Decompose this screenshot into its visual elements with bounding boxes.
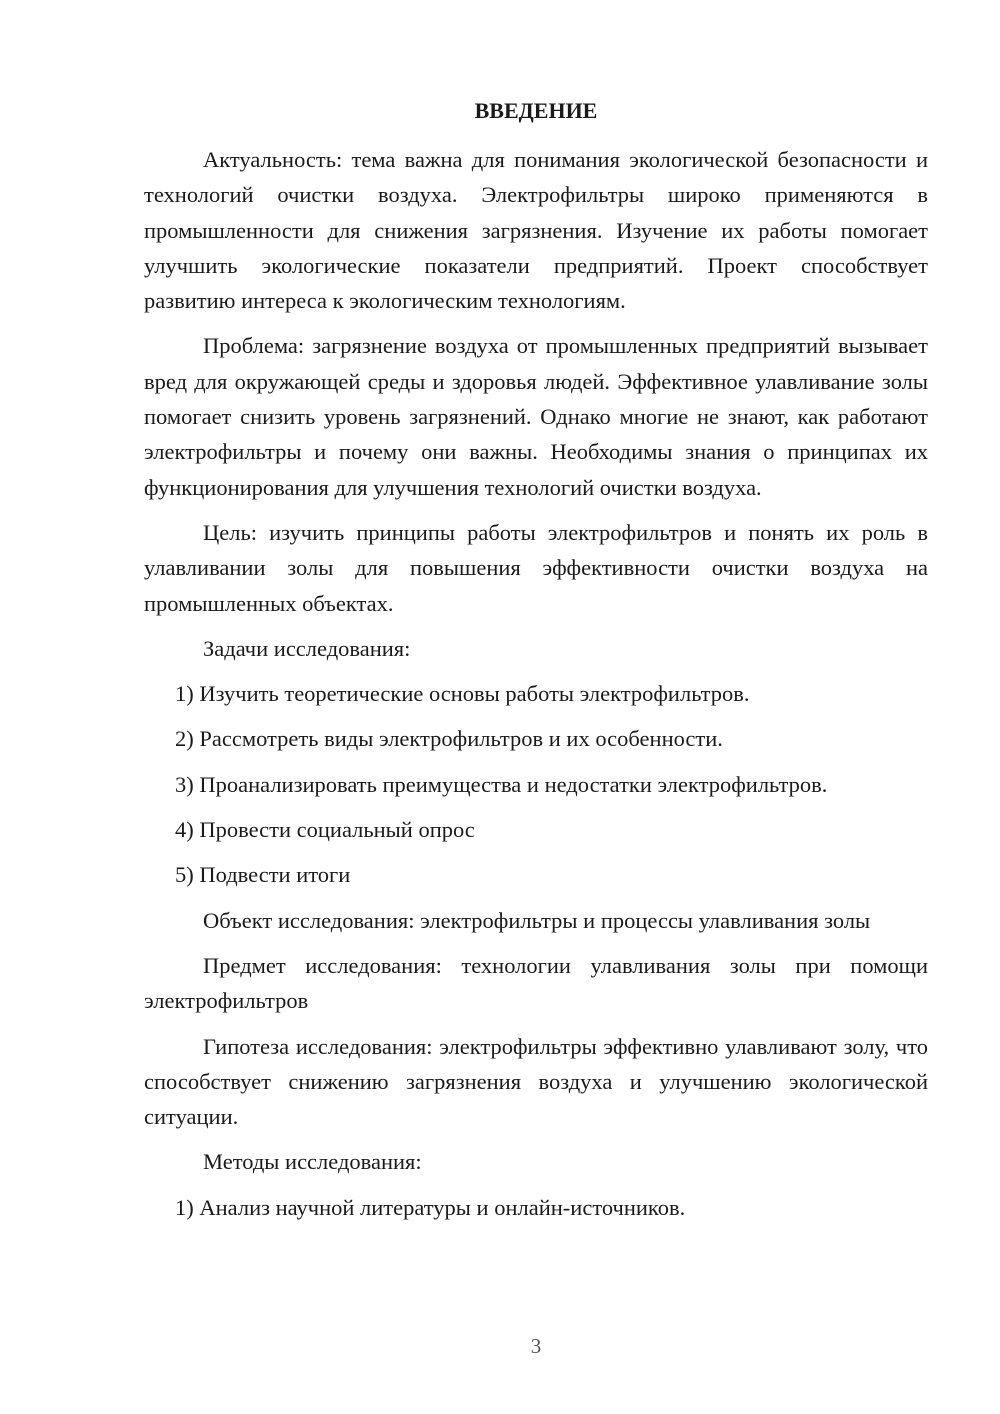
methods-heading: Методы исследования:	[203, 1149, 422, 1175]
paragraph-relevance: Актуальность: тема важна для понимания экологической безопасности и технологий очистки воздуха. Электрофильтры широко применяются в промышленности для снижения загрязнения. Изучение их работы помогает улучшить экологические показатели предприятий. Проект способствует развитию интереса к экологическим технологиям.	[144, 147, 928, 314]
task-item-3: 3) Проанализировать преимущества и недостатки электрофильтров.	[175, 771, 828, 797]
page-number: 3	[530, 1334, 542, 1358]
paragraph-object: Объект исследования: электрофильтры и процессы улавливания золы	[203, 907, 871, 933]
task-item-2: 2) Рассмотреть виды электрофильтров и их особенности.	[175, 726, 723, 752]
paragraph-goal: Цель: изучить принципы работы электрофильтров и понять их роль в улавливании золы для повышения эффективности очистки воздуха на промышленных объектах.	[144, 519, 928, 616]
body-text	[144, 142, 928, 1235]
paragraph-hypothesis: Гипотеза исследования: электрофильтры эффективно улавливают золу, что способствует снижению загрязнения воздуха и улучшению экологической ситуации.	[144, 1033, 928, 1130]
paragraph-problem: Проблема: загрязнение воздуха от промышленных предприятий вызывает вред для окружающей среды и здоровья людей. Эффективное улавливание золы помогает снизить уровень загрязнений. Однако многие не знают, как работают электрофильтры и почему они важны. Необходимы знания о принципах их функционирования для улучшения технологий очистки воздуха.	[144, 333, 928, 500]
document-page	[144, 0, 928, 1414]
task-item-5: 5) Подвести итоги	[175, 862, 351, 888]
task-item-1: 1) Изучить теоретические основы работы электрофильтров.	[175, 681, 750, 707]
method-item-1: 1) Анализ научной литературы и онлайн-источников.	[175, 1194, 686, 1220]
task-item-4: 4) Провести социальный опрос	[175, 817, 475, 843]
tasks-heading: Задачи исследования:	[203, 635, 411, 661]
paragraph-subject: Предмет исследования: технологии улавливания золы при помощи электрофильтров	[144, 952, 928, 1014]
page-title: ВВЕДЕНИЕ	[474, 98, 598, 123]
